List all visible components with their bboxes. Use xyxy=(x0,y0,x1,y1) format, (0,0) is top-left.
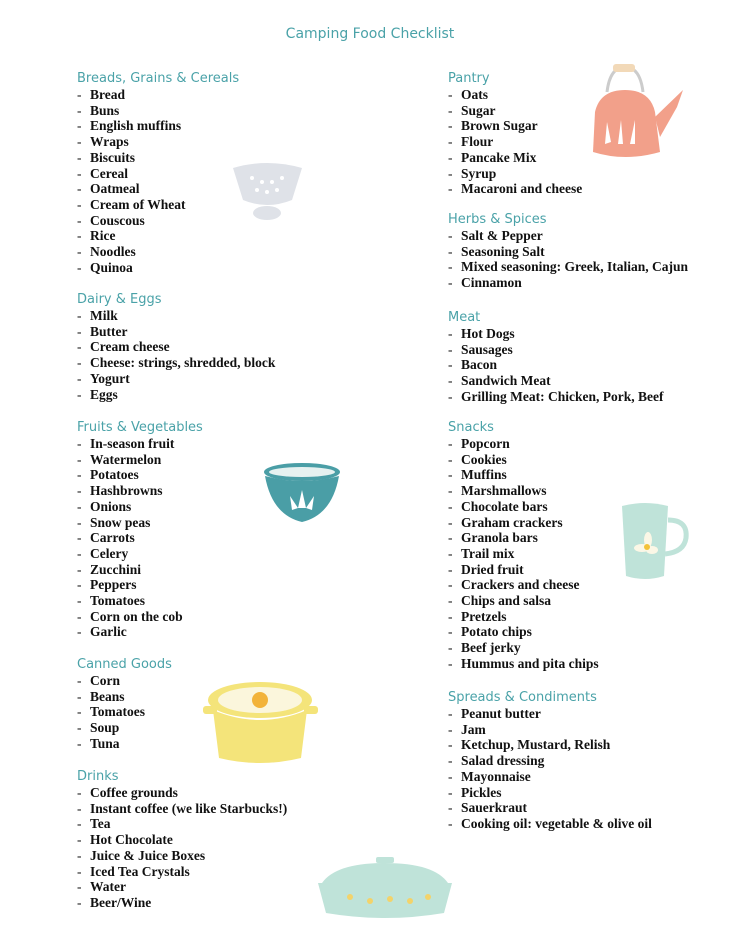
bullet-dash: - xyxy=(448,388,453,404)
checklist-section xyxy=(448,211,688,291)
list-item xyxy=(77,673,172,689)
list-item xyxy=(448,389,663,405)
section-heading: Canned Goods xyxy=(77,657,172,672)
section-heading: Snacks xyxy=(448,420,494,435)
bullet-dash: - xyxy=(448,608,453,624)
item-label: Peanut butter xyxy=(461,706,541,721)
kettle-illustration xyxy=(585,62,690,162)
item-label: Sugar xyxy=(461,102,496,118)
list-item xyxy=(448,103,582,119)
item-label: Mixed seasoning: Greek, Italian, Cajun xyxy=(461,259,689,275)
list-item xyxy=(448,150,582,166)
list-item xyxy=(77,562,203,578)
list-item xyxy=(77,244,239,260)
baking-dish-illustration xyxy=(316,855,454,923)
item-label: Buns xyxy=(90,102,120,118)
item-label: Zucchini xyxy=(90,561,142,577)
item-label: Cheese: strings, shredded, block xyxy=(90,355,276,371)
list-item xyxy=(448,244,688,260)
bullet-dash: - xyxy=(448,577,453,593)
checklist-section xyxy=(448,309,663,405)
bullet-dash: - xyxy=(77,514,82,530)
bullet-dash: - xyxy=(77,308,82,323)
item-label: Dried fruit xyxy=(461,561,524,577)
bullet-dash: - xyxy=(77,323,82,339)
list-item xyxy=(77,720,172,736)
item-label: Carrots xyxy=(90,530,135,546)
item-label: Granola bars xyxy=(461,530,538,546)
bullet-dash: - xyxy=(77,149,82,165)
item-list xyxy=(448,436,599,672)
list-item xyxy=(77,689,172,705)
list-item xyxy=(448,499,599,515)
list-item xyxy=(77,87,239,103)
bullet-dash: - xyxy=(448,483,453,499)
item-label: Muffins xyxy=(461,467,507,483)
list-item xyxy=(77,864,287,880)
item-label: Trail mix xyxy=(461,545,515,561)
bullet-dash: - xyxy=(77,196,82,212)
item-label: Coffee grounds xyxy=(90,785,178,800)
bullet-dash: - xyxy=(77,785,82,800)
list-item xyxy=(448,624,599,640)
checklist-section xyxy=(77,291,275,402)
list-item xyxy=(77,197,239,213)
item-label: Brown Sugar xyxy=(461,118,538,134)
bullet-dash: - xyxy=(77,87,82,102)
list-item xyxy=(77,816,287,832)
item-label: Syrup xyxy=(461,165,497,181)
list-item xyxy=(448,228,688,244)
item-label: Pretzels xyxy=(461,608,507,624)
list-item xyxy=(77,624,203,640)
list-item xyxy=(77,324,275,340)
list-item xyxy=(77,213,239,229)
list-item xyxy=(77,308,275,324)
list-item xyxy=(77,339,275,355)
bullet-dash: - xyxy=(77,800,82,816)
list-item xyxy=(77,546,203,562)
list-item xyxy=(448,357,663,373)
item-list xyxy=(77,785,287,911)
list-item xyxy=(448,166,582,182)
list-item xyxy=(77,103,239,119)
bullet-dash: - xyxy=(77,436,82,451)
item-list xyxy=(77,308,275,402)
list-item xyxy=(77,499,203,515)
list-item xyxy=(77,355,275,371)
bullet-dash: - xyxy=(77,673,82,688)
item-label: Tomatoes xyxy=(90,704,146,720)
list-item xyxy=(448,706,652,722)
bullet-dash: - xyxy=(77,624,82,640)
item-label: Flour xyxy=(461,134,494,150)
bullet-dash: - xyxy=(448,436,453,451)
casserole-dish-illustration xyxy=(203,680,318,765)
item-label: Garlic xyxy=(90,624,127,640)
list-item xyxy=(448,87,582,103)
list-item xyxy=(77,515,203,531)
list-item xyxy=(448,326,663,342)
bullet-dash: - xyxy=(77,339,82,355)
list-item xyxy=(77,260,239,276)
bullet-dash: - xyxy=(448,181,453,197)
bullet-dash: - xyxy=(77,847,82,863)
bullet-dash: - xyxy=(77,483,82,499)
bullet-dash: - xyxy=(77,451,82,467)
checklist-section xyxy=(77,70,239,275)
section-heading: Meat xyxy=(448,310,481,325)
list-item xyxy=(448,452,599,468)
item-label: Crackers and cheese xyxy=(461,577,580,593)
list-item xyxy=(77,452,203,468)
bullet-dash: - xyxy=(77,879,82,895)
item-label: Pickles xyxy=(461,784,502,800)
list-item xyxy=(448,577,599,593)
item-label: Beer/Wine xyxy=(90,894,152,910)
item-label: Cream of Wheat xyxy=(90,196,186,212)
bullet-dash: - xyxy=(448,768,453,784)
item-label: Salad dressing xyxy=(461,753,545,769)
item-label: Tomatoes xyxy=(90,593,146,609)
list-item xyxy=(448,483,599,499)
bullet-dash: - xyxy=(448,275,453,291)
list-item xyxy=(448,722,652,738)
item-label: Juice & Juice Boxes xyxy=(90,847,206,863)
list-item xyxy=(77,483,203,499)
bullet-dash: - xyxy=(448,815,453,831)
bullet-dash: - xyxy=(448,228,453,243)
item-label: Cereal xyxy=(90,165,128,181)
bullet-dash: - xyxy=(77,212,82,228)
bullet-dash: - xyxy=(77,244,82,260)
bullet-dash: - xyxy=(77,832,82,848)
item-label: Cinnamon xyxy=(461,275,522,291)
item-label: Sauerkraut xyxy=(461,800,528,816)
list-item xyxy=(448,342,663,358)
list-item xyxy=(77,134,239,150)
item-label: Couscous xyxy=(90,212,145,228)
item-label: Iced Tea Crystals xyxy=(90,863,190,879)
bullet-dash: - xyxy=(448,784,453,800)
bullet-dash: - xyxy=(77,165,82,181)
item-label: Celery xyxy=(90,545,129,561)
bullet-dash: - xyxy=(77,102,82,118)
list-item xyxy=(448,530,599,546)
bullet-dash: - xyxy=(448,259,453,275)
list-item xyxy=(448,656,599,672)
bullet-dash: - xyxy=(77,561,82,577)
list-item xyxy=(77,228,239,244)
bullet-dash: - xyxy=(448,243,453,259)
list-item xyxy=(77,577,203,593)
list-item xyxy=(77,609,203,625)
item-label: Potato chips xyxy=(461,624,532,640)
list-item xyxy=(77,387,275,403)
item-label: Bread xyxy=(90,87,126,102)
bullet-dash: - xyxy=(448,149,453,165)
item-label: Chips and salsa xyxy=(461,593,552,609)
list-item xyxy=(448,785,652,801)
list-item xyxy=(77,879,287,895)
item-list xyxy=(448,87,582,197)
item-label: Chocolate bars xyxy=(461,498,548,514)
section-heading: Spreads & Condiments xyxy=(448,690,597,705)
bullet-dash: - xyxy=(448,561,453,577)
item-label: Watermelon xyxy=(90,451,162,467)
bullet-dash: - xyxy=(77,735,82,751)
bullet-dash: - xyxy=(448,451,453,467)
item-label: Seasoning Salt xyxy=(461,243,545,259)
bullet-dash: - xyxy=(77,259,82,275)
item-label: Macaroni and cheese xyxy=(461,181,583,197)
list-item xyxy=(448,515,599,531)
bullet-dash: - xyxy=(448,326,453,341)
page-title: Camping Food Checklist xyxy=(285,26,455,42)
list-item xyxy=(77,467,203,483)
list-item xyxy=(448,118,582,134)
list-item xyxy=(448,753,652,769)
item-label: Wraps xyxy=(90,134,129,150)
section-heading: Pantry xyxy=(448,71,490,86)
item-label: Cream cheese xyxy=(90,339,170,355)
section-heading: Dairy & Eggs xyxy=(77,292,162,307)
bullet-dash: - xyxy=(448,737,453,753)
item-label: Rice xyxy=(90,228,116,244)
item-label: Quinoa xyxy=(90,259,133,275)
mug-illustration xyxy=(618,500,693,582)
bullet-dash: - xyxy=(448,530,453,546)
list-item xyxy=(77,801,287,817)
list-item xyxy=(77,848,287,864)
list-item xyxy=(77,593,203,609)
bullet-dash: - xyxy=(448,357,453,373)
bullet-dash: - xyxy=(448,545,453,561)
list-item xyxy=(448,640,599,656)
item-label: Sandwich Meat xyxy=(461,373,551,389)
bullet-dash: - xyxy=(77,608,82,624)
checklist-section xyxy=(448,70,582,197)
list-item xyxy=(448,562,599,578)
item-label: Beef jerky xyxy=(461,640,521,656)
item-label: Bacon xyxy=(461,357,498,373)
checklist-section xyxy=(77,419,203,640)
item-label: In-season fruit xyxy=(90,436,175,451)
bullet-dash: - xyxy=(77,577,82,593)
section-heading: Breads, Grains & Cereals xyxy=(77,71,240,86)
bullet-dash: - xyxy=(77,181,82,197)
item-label: Ketchup, Mustard, Relish xyxy=(461,737,611,753)
item-label: English muffins xyxy=(90,118,182,134)
bullet-dash: - xyxy=(77,467,82,483)
bullet-dash: - xyxy=(448,165,453,181)
item-label: Pancake Mix xyxy=(461,149,537,165)
list-item xyxy=(77,895,287,911)
item-label: Oats xyxy=(461,87,488,102)
item-list xyxy=(448,228,688,291)
bullet-dash: - xyxy=(448,498,453,514)
item-label: Onions xyxy=(90,498,132,514)
section-heading: Fruits & Vegetables xyxy=(77,420,203,435)
bullet-dash: - xyxy=(77,894,82,910)
item-label: Marshmallows xyxy=(461,483,547,499)
item-list xyxy=(448,706,652,832)
list-item xyxy=(448,546,599,562)
bullet-dash: - xyxy=(77,530,82,546)
bullet-dash: - xyxy=(77,545,82,561)
bullet-dash: - xyxy=(77,593,82,609)
bullet-dash: - xyxy=(77,355,82,371)
item-label: Cooking oil: vegetable & olive oil xyxy=(461,815,652,831)
item-label: Water xyxy=(90,879,126,895)
list-item xyxy=(448,134,582,150)
item-label: Hot Dogs xyxy=(461,326,515,341)
list-item xyxy=(448,593,599,609)
list-item xyxy=(448,436,599,452)
list-item xyxy=(77,166,239,182)
item-label: Noodles xyxy=(90,244,136,260)
bullet-dash: - xyxy=(448,134,453,150)
item-list xyxy=(77,673,172,752)
list-item xyxy=(77,530,203,546)
bullet-dash: - xyxy=(77,386,82,402)
item-label: Milk xyxy=(90,308,118,323)
list-item xyxy=(77,436,203,452)
item-label: Jam xyxy=(461,721,486,737)
item-label: Yogurt xyxy=(90,370,130,386)
list-item xyxy=(448,275,688,291)
item-label: Popcorn xyxy=(461,436,510,451)
item-label: Hot Chocolate xyxy=(90,832,173,848)
checklist-section xyxy=(448,419,599,672)
checklist-section xyxy=(77,656,172,752)
bullet-dash: - xyxy=(448,118,453,134)
list-item xyxy=(77,118,239,134)
item-label: Eggs xyxy=(90,386,118,402)
list-item xyxy=(77,704,172,720)
item-label: Beans xyxy=(90,688,125,704)
bullet-dash: - xyxy=(77,498,82,514)
list-item xyxy=(448,467,599,483)
item-label: Biscuits xyxy=(90,149,136,165)
bullet-dash: - xyxy=(448,514,453,530)
section-heading: Herbs & Spices xyxy=(448,212,547,227)
list-item xyxy=(448,181,582,197)
bullet-dash: - xyxy=(77,720,82,736)
list-item xyxy=(448,609,599,625)
list-item xyxy=(77,785,287,801)
item-label: Potatoes xyxy=(90,467,139,483)
list-item xyxy=(448,259,688,275)
checklist-section xyxy=(77,768,287,911)
item-list xyxy=(448,326,663,405)
item-label: Tea xyxy=(90,816,111,832)
bullet-dash: - xyxy=(448,624,453,640)
item-label: Sausages xyxy=(461,341,513,357)
bullet-dash: - xyxy=(77,134,82,150)
bullet-dash: - xyxy=(448,753,453,769)
list-item xyxy=(77,832,287,848)
bullet-dash: - xyxy=(448,341,453,357)
item-label: Peppers xyxy=(90,577,137,593)
bullet-dash: - xyxy=(77,688,82,704)
colander-illustration xyxy=(230,158,305,223)
bullet-dash: - xyxy=(448,373,453,389)
item-label: Corn xyxy=(90,673,120,688)
list-item xyxy=(448,769,652,785)
bowl-illustration xyxy=(262,460,342,528)
item-label: Tuna xyxy=(90,735,120,751)
bullet-dash: - xyxy=(77,863,82,879)
bullet-dash: - xyxy=(448,706,453,721)
bullet-dash: - xyxy=(448,593,453,609)
bullet-dash: - xyxy=(448,655,453,671)
bullet-dash: - xyxy=(77,704,82,720)
list-item xyxy=(448,373,663,389)
item-label: Graham crackers xyxy=(461,514,563,530)
checklist-section xyxy=(448,689,652,832)
item-label: Cookies xyxy=(461,451,507,467)
item-label: Corn on the cob xyxy=(90,608,183,624)
bullet-dash: - xyxy=(77,816,82,832)
bullet-dash: - xyxy=(448,87,453,102)
item-label: Hashbrowns xyxy=(90,483,163,499)
list-item xyxy=(448,816,652,832)
item-label: Hummus and pita chips xyxy=(461,655,599,671)
bullet-dash: - xyxy=(448,640,453,656)
bullet-dash: - xyxy=(448,467,453,483)
item-label: Instant coffee (we like Starbucks!) xyxy=(90,800,288,816)
list-item xyxy=(77,736,172,752)
item-label: Mayonnaise xyxy=(461,768,531,784)
section-heading: Drinks xyxy=(77,769,119,784)
bullet-dash: - xyxy=(77,118,82,134)
bullet-dash: - xyxy=(77,228,82,244)
item-label: Butter xyxy=(90,323,128,339)
item-label: Oatmeal xyxy=(90,181,140,197)
list-item xyxy=(77,150,239,166)
bullet-dash: - xyxy=(448,800,453,816)
list-item xyxy=(448,800,652,816)
bullet-dash: - xyxy=(77,370,82,386)
bullet-dash: - xyxy=(448,102,453,118)
list-item xyxy=(77,371,275,387)
item-list xyxy=(77,436,203,640)
list-item xyxy=(448,737,652,753)
bullet-dash: - xyxy=(448,721,453,737)
item-label: Snow peas xyxy=(90,514,151,530)
item-list xyxy=(77,87,239,275)
list-item xyxy=(77,181,239,197)
item-label: Soup xyxy=(90,720,120,736)
item-label: Salt & Pepper xyxy=(461,228,543,243)
item-label: Grilling Meat: Chicken, Pork, Beef xyxy=(461,388,664,404)
